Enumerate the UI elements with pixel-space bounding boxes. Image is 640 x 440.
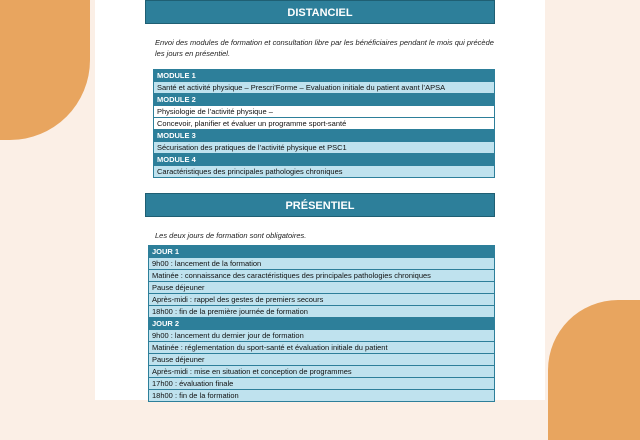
- day-2-line-4: Après-midi : mise en situation et conception de programmes: [149, 366, 494, 378]
- day-2-line-3: Pause déjeuner: [149, 354, 494, 366]
- module-3-line: Sécurisation des pratiques de l’activité physique et PSC1: [154, 142, 494, 154]
- day-2-line-6: 18h00 : fin de la formation: [149, 390, 494, 401]
- module-4-line: Caractéristiques des principales pathologies chroniques: [154, 166, 494, 177]
- distanciel-header: DISTANCIEL: [145, 0, 495, 24]
- day-1-line-1: 9h00 : lancement de la formation: [149, 258, 494, 270]
- day-2-header: JOUR 2: [149, 318, 494, 330]
- module-1-line: Santé et activité physique – Prescri’Forme – Evaluation initiale du patient avant l’APSA: [154, 82, 494, 94]
- days-table: [148, 245, 495, 402]
- module-2-line-1: Physiologie de l’activité physique –: [154, 106, 494, 118]
- decorative-blob-top-left: [0, 0, 90, 140]
- presentiel-header: PRÉSENTIEL: [145, 193, 495, 217]
- module-2-header: MODULE 2: [154, 94, 494, 106]
- module-3-header: MODULE 3: [154, 130, 494, 142]
- document-page: [95, 0, 545, 400]
- day-2-line-1: 9h00 : lancement du dernier jour de formation: [149, 330, 494, 342]
- module-4-header: MODULE 4: [154, 154, 494, 166]
- day-2-line-2: Matinée : réglementation du sport-santé et évaluation initiale du patient: [149, 342, 494, 354]
- distanciel-intro: Envoi des modules de formation et consultation libre par les bénéficiaires pendant le mois qui précède les jours en présentiel.: [155, 38, 494, 58]
- modules-table: [153, 69, 495, 178]
- day-1-line-2: Matinée : connaissance des caractéristiques des principales pathologies chroniques: [149, 270, 494, 282]
- day-1-line-4: Après-midi : rappel des gestes de premiers secours: [149, 294, 494, 306]
- module-1-header: MODULE 1: [154, 70, 494, 82]
- presentiel-intro: Les deux jours de formation sont obligatoires.: [155, 231, 307, 240]
- decorative-blob-bottom-right: [548, 300, 640, 440]
- day-1-line-3: Pause déjeuner: [149, 282, 494, 294]
- day-1-line-5: 18h00 : fin de la première journée de formation: [149, 306, 494, 318]
- module-2-line-2: Concevoir, planifier et évaluer un programme sport-santé: [154, 118, 494, 130]
- day-1-header: JOUR 1: [149, 246, 494, 258]
- day-2-line-5: 17h00 : évaluation finale: [149, 378, 494, 390]
